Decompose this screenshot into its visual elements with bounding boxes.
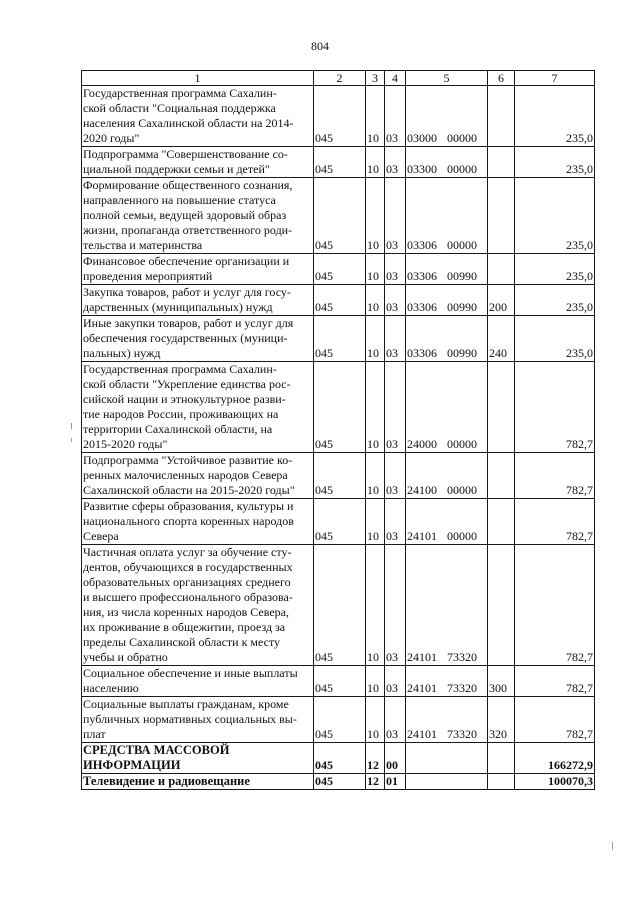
row-name: Телевидение и радиовещание — [82, 774, 314, 790]
expense-type-code — [488, 86, 515, 147]
admin-code: 045 — [314, 743, 366, 774]
expense-type-code — [488, 178, 515, 254]
scan-mark — [71, 423, 72, 429]
budget-table — [81, 70, 595, 790]
amount: 782,7 — [515, 499, 595, 545]
expense-type-code — [488, 774, 515, 790]
target-article-code: 24100 00000 — [406, 453, 488, 499]
row-name: Частичная оплата услуг за обучение сту- дентов, обучающихся в государственных образовательных организациях среднего и высшего профессионального образова- ния, из числа коренных народов Севера, их проживание в общежитии, проезд за пределы Сахалинской области к месту учебы и обратно — [82, 545, 314, 666]
row-name: СРЕДСТВА МАССОВОЙ ИНФОРМАЦИИ — [82, 743, 314, 774]
admin-code: 045 — [314, 362, 366, 453]
scan-mark — [612, 842, 613, 850]
table-row — [82, 743, 595, 774]
section-code: 10 — [366, 285, 385, 316]
subsection-code: 03 — [385, 362, 406, 453]
column-header: 6 — [488, 71, 515, 86]
admin-code: 045 — [314, 774, 366, 790]
target-article-code: 03306 00990 — [406, 254, 488, 285]
table-row — [82, 86, 595, 147]
section-code: 10 — [366, 316, 385, 362]
subsection-code: 03 — [385, 697, 406, 743]
table-row — [82, 316, 595, 362]
table-row — [82, 178, 595, 254]
page-number: 804 — [311, 39, 329, 53]
expense-type-code — [488, 499, 515, 545]
section-code: 10 — [366, 86, 385, 147]
row-name: Социальное обеспечение и иные выплаты населению — [82, 666, 314, 697]
row-name: Государственная программа Сахалин- ской области "Социальная поддержка населения Сахалинской области на 2014- 2020 годы" — [82, 86, 314, 147]
row-name: Иные закупки товаров, работ и услуг для обеспечения государственных (муници- пальных) нужд — [82, 316, 314, 362]
section-code: 10 — [366, 499, 385, 545]
expense-type-code — [488, 254, 515, 285]
subsection-code: 00 — [385, 743, 406, 774]
section-code: 10 — [366, 697, 385, 743]
target-article-code — [406, 774, 488, 790]
section-code: 10 — [366, 178, 385, 254]
target-article-code: 03306 00990 — [406, 285, 488, 316]
target-article-code: 24000 00000 — [406, 362, 488, 453]
amount: 782,7 — [515, 453, 595, 499]
admin-code: 045 — [314, 499, 366, 545]
column-header: 7 — [515, 71, 595, 86]
section-code: 12 — [366, 774, 385, 790]
admin-code: 045 — [314, 285, 366, 316]
admin-code: 045 — [314, 86, 366, 147]
table-row — [82, 285, 595, 316]
table-row — [82, 147, 595, 178]
row-name: Закупка товаров, работ и услуг для госу- дарственных (муниципальных) нужд — [82, 285, 314, 316]
expense-type-code: 320 — [488, 697, 515, 743]
subsection-code: 03 — [385, 285, 406, 316]
column-header: 2 — [314, 71, 366, 86]
table-row — [82, 774, 595, 790]
row-name: Подпрограмма "Совершенствование со- циальной поддержки семьи и детей" — [82, 147, 314, 178]
target-article-code — [406, 743, 488, 774]
section-code: 10 — [366, 453, 385, 499]
section-code: 10 — [366, 666, 385, 697]
admin-code: 045 — [314, 178, 366, 254]
target-article-code: 03300 00000 — [406, 147, 488, 178]
subsection-code: 03 — [385, 147, 406, 178]
column-header: 4 — [385, 71, 406, 86]
subsection-code: 03 — [385, 499, 406, 545]
target-article-code: 03306 00000 — [406, 178, 488, 254]
target-article-code: 24101 73320 — [406, 666, 488, 697]
subsection-code: 03 — [385, 254, 406, 285]
subsection-code: 03 — [385, 178, 406, 254]
subsection-code: 03 — [385, 666, 406, 697]
section-code: 12 — [366, 743, 385, 774]
amount: 235,0 — [515, 254, 595, 285]
expense-type-code: 300 — [488, 666, 515, 697]
amount: 782,7 — [515, 545, 595, 666]
expense-type-code: 200 — [488, 285, 515, 316]
table-row — [82, 545, 595, 666]
section-code: 10 — [366, 362, 385, 453]
target-article-code: 03000 00000 — [406, 86, 488, 147]
expense-type-code — [488, 147, 515, 178]
target-article-code: 03306 00990 — [406, 316, 488, 362]
amount: 166272,9 — [515, 743, 595, 774]
admin-code: 045 — [314, 254, 366, 285]
target-article-code: 24101 73320 — [406, 545, 488, 666]
subsection-code: 03 — [385, 316, 406, 362]
column-header: 5 — [406, 71, 488, 86]
table-row — [82, 697, 595, 743]
admin-code: 045 — [314, 453, 366, 499]
scan-mark — [71, 438, 72, 442]
admin-code: 045 — [314, 697, 366, 743]
expense-type-code — [488, 362, 515, 453]
column-number-row — [82, 71, 595, 86]
amount: 235,0 — [515, 86, 595, 147]
amount: 782,7 — [515, 697, 595, 743]
row-name: Финансовое обеспечение организации и проведения мероприятий — [82, 254, 314, 285]
expense-type-code — [488, 453, 515, 499]
section-code: 10 — [366, 254, 385, 285]
expense-type-code — [488, 743, 515, 774]
admin-code: 045 — [314, 316, 366, 362]
amount: 100070,3 — [515, 774, 595, 790]
table-body — [82, 86, 595, 790]
amount: 235,0 — [515, 147, 595, 178]
table-row — [82, 362, 595, 453]
target-article-code: 24101 73320 — [406, 697, 488, 743]
amount: 782,7 — [515, 666, 595, 697]
amount: 235,0 — [515, 285, 595, 316]
table-row — [82, 453, 595, 499]
amount: 235,0 — [515, 178, 595, 254]
admin-code: 045 — [314, 147, 366, 178]
expense-type-code — [488, 545, 515, 666]
row-name: Социальные выплаты гражданам, кроме публичных нормативных социальных вы- плат — [82, 697, 314, 743]
amount: 782,7 — [515, 362, 595, 453]
row-name: Подпрограмма "Устойчивое развитие ко- ренных малочисленных народов Севера Сахалинской области на 2015-2020 годы" — [82, 453, 314, 499]
section-code: 10 — [366, 147, 385, 178]
admin-code: 045 — [314, 666, 366, 697]
expense-type-code: 240 — [488, 316, 515, 362]
table-row — [82, 499, 595, 545]
row-name: Формирование общественного сознания, направленного на повышение статуса полной семьи, ведущей здоровый образ жизни, пропаганда ответственного роди- тельства и материнства — [82, 178, 314, 254]
subsection-code: 03 — [385, 545, 406, 666]
column-header: 3 — [366, 71, 385, 86]
subsection-code: 03 — [385, 453, 406, 499]
table-row — [82, 666, 595, 697]
admin-code: 045 — [314, 545, 366, 666]
column-header: 1 — [82, 71, 314, 86]
row-name: Развитие сферы образования, культуры и национального спорта коренных народов Севера — [82, 499, 314, 545]
row-name: Государственная программа Сахалин- ской области "Укрепление единства рос- сийской нации и этнокультурное разви- тие народов России, проживающих на территории Сахалинской области, на 2015-2020 годы" — [82, 362, 314, 453]
amount: 235,0 — [515, 316, 595, 362]
section-code: 10 — [366, 545, 385, 666]
table-row — [82, 254, 595, 285]
subsection-code: 03 — [385, 86, 406, 147]
target-article-code: 24101 00000 — [406, 499, 488, 545]
subsection-code: 01 — [385, 774, 406, 790]
